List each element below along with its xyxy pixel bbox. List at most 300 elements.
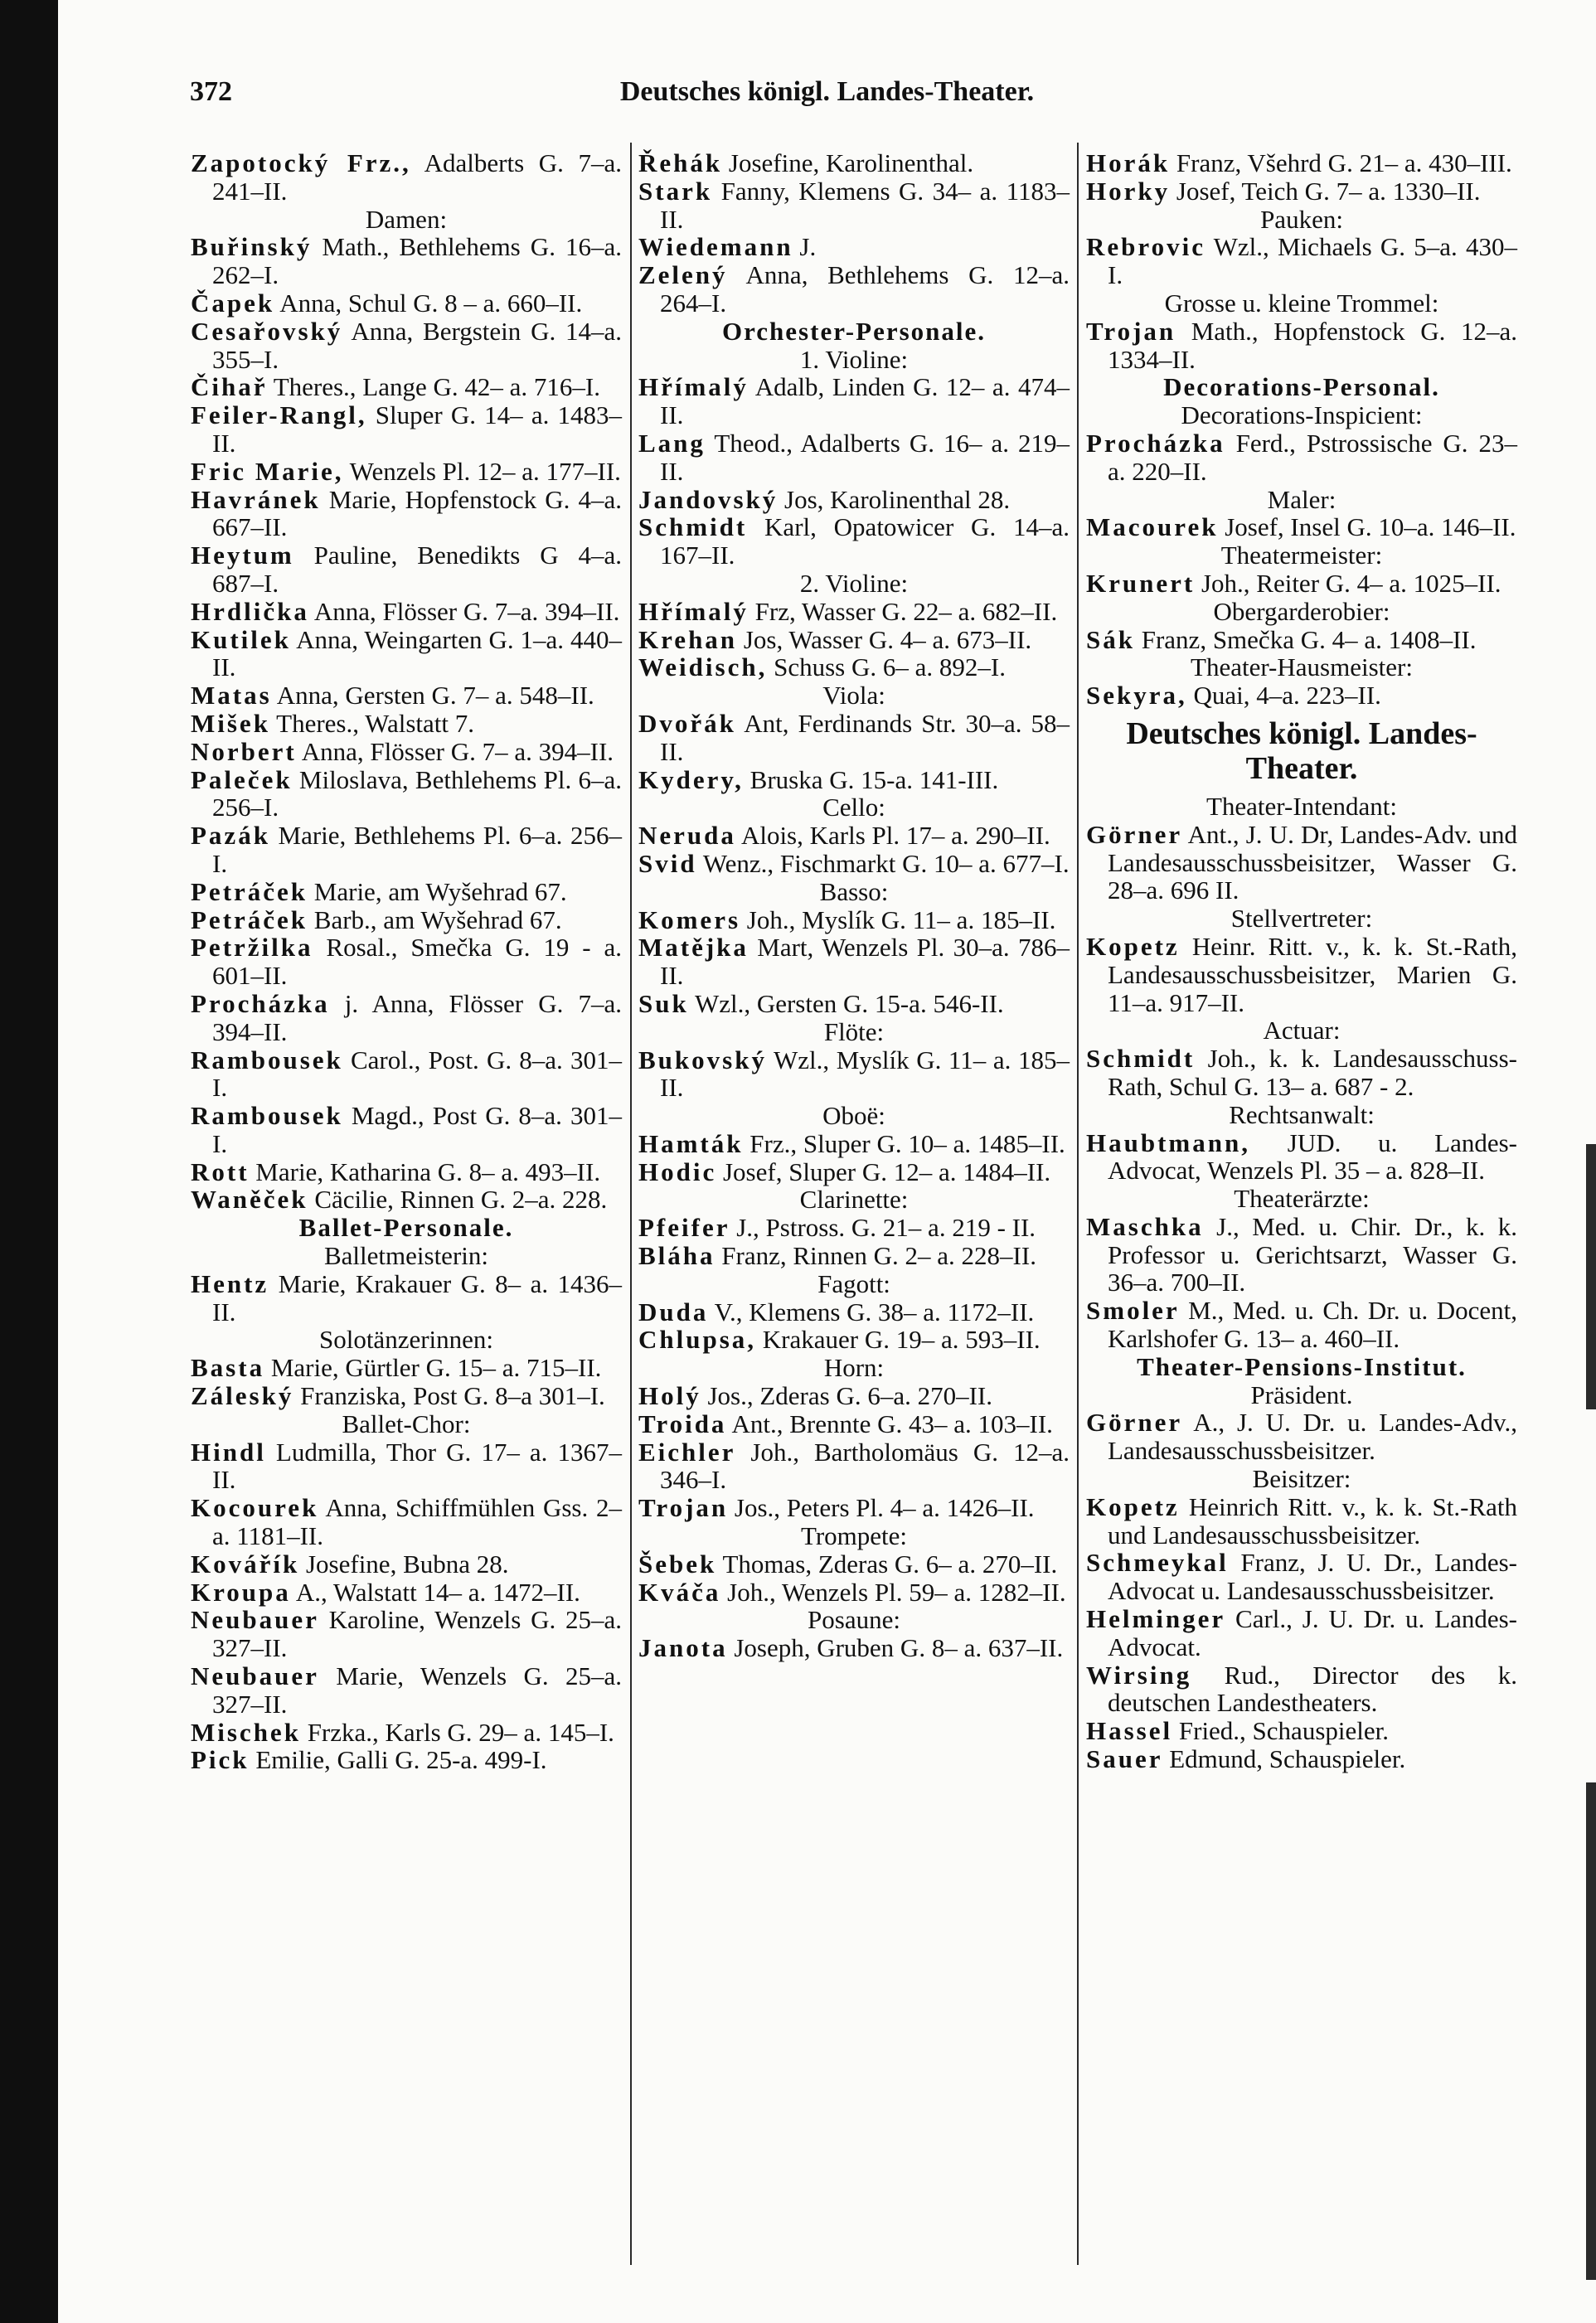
directory-entry: [1086, 570, 1517, 598]
entry-surname: Kroupa: [191, 1577, 291, 1607]
entry-surname: Eichler: [638, 1437, 736, 1467]
directory-entry: [191, 990, 622, 1046]
entry-surname: Haubtmann,: [1086, 1128, 1250, 1157]
directory-entry: [191, 486, 622, 542]
entry-details: Jos., Peters Pl. 4– a. 1426–II.: [734, 1493, 1035, 1523]
entry-details: Karl, Opatowicer G. 14–a. 167–II.: [660, 512, 1070, 570]
directory-page: [58, 0, 1596, 2323]
entry-surname: Troida: [638, 1409, 727, 1438]
entry-details: Ant., J. U. Dr, Landes-Adv. und Landesausschussbeisitzer, Wasser G. 28–a. 696 II.: [1108, 819, 1517, 905]
entry-surname: Suk: [638, 988, 689, 1018]
entry-surname: Sekyra,: [1086, 681, 1187, 710]
directory-entry: [191, 710, 622, 738]
entry-details: Krakauer G. 19– a. 593–II.: [762, 1325, 1041, 1355]
entry-details: Marie, am Wyšehrad 67.: [313, 876, 567, 906]
entry-surname: Jandovský: [638, 484, 779, 514]
entry-details: Emilie, Galli G. 25-a. 499-I.: [255, 1745, 547, 1775]
entry-surname: Schmidt: [1086, 1044, 1196, 1074]
entry-details: Miloslava, Bethlehems Pl. 6–a. 256–I.: [212, 764, 622, 822]
entry-surname: Pazák: [191, 821, 270, 851]
directory-entry: [191, 1382, 622, 1410]
role-heading: Pauken:: [1260, 204, 1343, 234]
directory-entry: [1086, 233, 1517, 289]
entry-surname: Procházka: [1086, 428, 1225, 458]
entry-surname: Čapek: [191, 288, 275, 318]
entry-details: Wzl., Michaels G. 5–a. 430–I.: [1108, 232, 1517, 290]
entry-surname: Havránek: [191, 484, 321, 514]
entry-surname: Norbert: [191, 736, 297, 766]
entry-surname: Matějka: [638, 933, 749, 963]
entry-details: Anna, Flösser G. 7– a. 394–II.: [301, 736, 614, 766]
role-heading: Decorations-Inspicient:: [1181, 400, 1423, 430]
entry-details: Sluper G. 14– a. 1483–II.: [212, 400, 623, 458]
entry-surname: Hřímalý: [638, 596, 749, 626]
directory-entry: [191, 1354, 622, 1382]
entry-details: Jos, Karolinenthal 28.: [784, 484, 1011, 514]
role-heading: Maler:: [1267, 484, 1336, 514]
column-middle: [638, 149, 1070, 1662]
entry-details: Edmund, Schauspieler.: [1169, 1744, 1406, 1774]
role-heading: Trompete:: [800, 1521, 908, 1551]
entry-details: Barb., am Wyšehrad 67.: [313, 904, 562, 934]
directory-entry: [191, 1158, 622, 1186]
directory-entry: [191, 681, 622, 710]
directory-entry: [1086, 1605, 1517, 1661]
directory-entry: [638, 990, 1070, 1018]
directory-entry: [1086, 177, 1517, 206]
role-heading: Fagott:: [817, 1268, 890, 1298]
directory-entry: [191, 934, 622, 990]
entry-surname: Hentz: [191, 1268, 269, 1298]
directory-entry: [638, 1242, 1070, 1270]
entry-surname: Horky: [1086, 176, 1171, 206]
column-right: [1086, 149, 1517, 1773]
directory-entry: [638, 373, 1070, 429]
entry-surname: Petráček: [191, 876, 308, 906]
directory-entry: [1086, 1045, 1517, 1101]
directory-entry: [191, 1662, 622, 1719]
entry-details: M., Med. u. Ch. Dr. u. Docent, Karlshofer G. 13– a. 460–II.: [1108, 1296, 1517, 1354]
entry-surname: Neubauer: [191, 1661, 319, 1691]
entry-details: Heinrich Ritt. v., k. k. St.-Rath und Landesausschussbeisitzer.: [1108, 1491, 1518, 1549]
entry-surname: Waněček: [191, 1185, 308, 1215]
section-heading: Decorations-Personal.: [1163, 372, 1440, 402]
entry-surname: Zelený: [638, 260, 728, 290]
role-heading: Clarinette:: [799, 1185, 909, 1215]
directory-entry: [638, 1550, 1070, 1579]
entry-surname: Komers: [638, 904, 741, 934]
entry-details: J., Med. u. Chir. Dr., k. k. Professor u. Gerichtsarzt, Wasser G. 36–a. 700–II.: [1108, 1211, 1518, 1297]
entry-surname: Sauer: [1086, 1744, 1163, 1774]
directory-entry: [638, 486, 1070, 514]
directory-entry: [638, 906, 1070, 934]
entry-details: Ludmilla, Thor G. 17– a. 1367–II.: [212, 1437, 622, 1495]
entry-surname: Šebek: [638, 1549, 717, 1579]
entry-details: Pauline, Benedikts G 4–a. 687–I.: [212, 541, 622, 598]
role-heading: 2. Violine:: [799, 568, 909, 598]
entry-surname: Mischek: [191, 1717, 301, 1747]
entry-surname: Krehan: [638, 624, 738, 654]
entry-details: Fanny, Klemens G. 34– a. 1183–II.: [660, 176, 1070, 234]
entry-surname: Rebrovic: [1086, 232, 1205, 262]
entry-details: Karoline, Wenzels G. 25–a. 327–II.: [212, 1605, 623, 1663]
entry-details: Wzl., Gersten G. 15-a. 546-II.: [694, 988, 1004, 1018]
entry-surname: Smoler: [1086, 1296, 1180, 1326]
entry-details: Josef, Insel G. 10–a. 146–II.: [1225, 512, 1516, 542]
role-heading: Obergarderobier:: [1213, 596, 1390, 626]
entry-details: Schuss G. 6– a. 892–I.: [774, 652, 1006, 682]
directory-entry: [638, 1410, 1070, 1438]
directory-entry: [191, 401, 622, 458]
directory-entry: [638, 513, 1070, 570]
role-heading: Theater-Hausmeister:: [1191, 652, 1413, 682]
entry-surname: Hindl: [191, 1437, 266, 1467]
entry-details: J.: [799, 232, 817, 262]
directory-entry: [638, 149, 1070, 177]
directory-entry: [191, 906, 622, 934]
directory-entry: [638, 850, 1070, 878]
entry-details: Thomas, Zderas G. 6– a. 270–II.: [722, 1549, 1058, 1579]
role-heading: Theatermeister:: [1220, 541, 1383, 570]
entry-surname: Petráček: [191, 904, 308, 934]
page-number: 372: [190, 76, 232, 107]
directory-entry: [191, 541, 622, 598]
entry-details: Marie, Katharina G. 8– a. 493–II.: [255, 1157, 601, 1186]
entry-surname: Trojan: [1086, 316, 1176, 346]
entry-surname: Schmeykal: [1086, 1548, 1229, 1578]
entry-surname: Svid: [638, 848, 697, 878]
entry-details: Joh., Bartholomäus G. 12–a. 346–I.: [660, 1437, 1070, 1495]
entry-surname: Bláha: [638, 1241, 716, 1271]
directory-entry: [638, 1634, 1070, 1662]
role-heading: Cello:: [822, 793, 885, 822]
role-heading: Flöte:: [823, 1016, 885, 1046]
directory-entry: [1086, 1409, 1517, 1465]
entry-details: Josefine, Karolinenthal.: [728, 148, 974, 177]
entry-details: Anna, Weingarten G. 1–a. 440–II.: [212, 624, 622, 682]
page-edge-strip: [1586, 1144, 1596, 1409]
directory-entry: [191, 1270, 622, 1326]
role-heading: Beisitzer:: [1252, 1464, 1351, 1494]
entry-details: Rud., Director des k. deutschen Landestheaters.: [1108, 1660, 1518, 1718]
role-heading: Horn:: [823, 1353, 885, 1383]
column-left: [191, 149, 622, 1774]
entry-surname: Mišek: [191, 708, 270, 738]
entry-surname: Rambousek: [191, 1045, 343, 1074]
directory-entry: [191, 1102, 622, 1158]
entry-details: Joh., Reiter G. 4– a. 1025–II.: [1201, 568, 1501, 598]
entry-details: Marie, Bethlehems Pl. 6–a. 256–I.: [212, 821, 622, 878]
entry-details: j. Anna, Flösser G. 7–a. 394–II.: [212, 988, 622, 1046]
entry-details: Wzl., Myslík G. 11– a. 185–II.: [660, 1045, 1070, 1103]
role-heading: 1. Violine:: [799, 344, 909, 374]
role-heading: Oboë:: [822, 1101, 885, 1131]
entry-details: Anna, Flösser G. 7–a. 394–II.: [313, 596, 620, 626]
entry-surname: Hrdlička: [191, 596, 309, 626]
directory-entry: [638, 1130, 1070, 1158]
entry-surname: Weidisch,: [638, 652, 768, 682]
entry-surname: Pfeifer: [638, 1213, 730, 1243]
entry-details: Mart, Wenzels Pl. 30–a. 786–II.: [660, 933, 1070, 991]
entry-surname: Dvořák: [638, 708, 736, 738]
directory-entry: [1086, 1549, 1517, 1605]
directory-entry: [638, 710, 1070, 766]
directory-entry: [1086, 1213, 1517, 1297]
entry-details: Josef, Sluper G. 12– a. 1484–II.: [722, 1157, 1051, 1186]
directory-entry: [191, 738, 622, 766]
directory-entry: [191, 822, 622, 878]
entry-surname: Helminger: [1086, 1604, 1226, 1634]
entry-surname: Feiler-Rangl,: [191, 400, 367, 430]
directory-entry: [191, 1579, 622, 1607]
entry-details: Josefine, Bubna 28.: [305, 1549, 509, 1579]
directory-entry: [638, 1382, 1070, 1410]
entry-surname: Kopetz: [1086, 1491, 1180, 1521]
entry-details: Anna, Schul G. 8 – a. 660–II.: [279, 288, 583, 318]
role-heading: Solotänzerinnen:: [318, 1325, 494, 1355]
directory-entry: [191, 1746, 622, 1774]
role-heading: Balletmeisterin:: [323, 1241, 488, 1271]
directory-entry: [1086, 1297, 1517, 1353]
entry-surname: Holý: [638, 1381, 701, 1411]
entry-surname: Hamták: [638, 1128, 744, 1158]
page-edge-strip: [1586, 1782, 1596, 2280]
directory-entry: [1086, 821, 1517, 904]
directory-entry: [638, 1046, 1070, 1103]
entry-details: Theres., Lange G. 42– a. 716–I.: [273, 372, 600, 402]
directory-entry: [1086, 626, 1517, 654]
entry-surname: Kocourek: [191, 1493, 319, 1523]
entry-surname: Heytum: [191, 541, 294, 570]
page-header: [58, 76, 1596, 113]
section-heading: Ballet-Personale.: [298, 1213, 514, 1243]
column-divider: [1077, 143, 1079, 2265]
entry-surname: Wirsing: [1086, 1660, 1192, 1690]
entry-details: Wenzels Pl. 12– a. 177–II.: [349, 456, 621, 486]
section-heading: Deutsches königl. Landes-Theater.: [1126, 715, 1477, 786]
directory-entry: [191, 598, 622, 626]
role-heading: Viola:: [822, 681, 885, 710]
entry-details: Marie, Hopfenstock G. 4–a. 667–II.: [212, 484, 622, 542]
role-heading: Basso:: [819, 876, 889, 906]
entry-details: Franz, Rinnen G. 2– a. 228–II.: [721, 1241, 1036, 1271]
directory-entry: [638, 1214, 1070, 1242]
directory-entry: [191, 1550, 622, 1579]
entry-details: Joh., k. k. Landesausschuss-Rath, Schul G. 13– a. 687 - 2.: [1108, 1044, 1517, 1101]
entry-details: Frzka., Karls G. 29– a. 145–I.: [307, 1717, 614, 1747]
directory-entry: [191, 318, 622, 374]
entry-surname: Kydery,: [638, 764, 744, 794]
entry-details: Adalberts G. 7–a. 241–II.: [212, 148, 622, 206]
role-heading: Ballet-Chor:: [342, 1409, 471, 1438]
directory-entry: [638, 233, 1070, 261]
entry-surname: Kovářík: [191, 1549, 300, 1579]
entry-surname: Matas: [191, 681, 272, 710]
running-title: Deutsches königl. Landes-Theater.: [619, 76, 1035, 107]
entry-details: V., Klemens G. 38– a. 1172–II.: [714, 1297, 1035, 1326]
entry-surname: Sák: [1086, 624, 1135, 654]
directory-entry: [638, 822, 1070, 850]
entry-details: J., Pstross. G. 21– a. 219 - II.: [736, 1213, 1036, 1243]
entry-details: Math., Hopfenstock G. 12–a. 1334–II.: [1108, 316, 1517, 374]
directory-entry: [1086, 318, 1517, 374]
entry-details: Anna, Bethlehems G. 12–a. 264–I.: [660, 260, 1070, 318]
entry-details: Franz, J. U. Dr., Landes-Advocat u. Landesausschussbeisitzer.: [1108, 1548, 1517, 1606]
entry-surname: Hodic: [638, 1157, 717, 1186]
entry-details: Fried., Schauspieler.: [1178, 1716, 1389, 1746]
directory-entry: [1086, 1493, 1517, 1549]
entry-details: Anna, Bergstein G. 14–a. 355–I.: [212, 316, 622, 374]
entry-details: Wenz., Fischmarkt G. 10– a. 677–I.: [702, 848, 1070, 878]
directory-entry: [191, 1438, 622, 1495]
entry-details: Joh., Myslík G. 11– a. 185–II.: [746, 904, 1056, 934]
entry-details: Marie, Wenzels G. 25–a. 327–II.: [212, 1661, 623, 1719]
entry-surname: Petržilka: [191, 933, 313, 963]
directory-entry: [191, 289, 622, 318]
entry-surname: Chlupsa,: [638, 1325, 757, 1355]
entry-surname: Schmidt: [638, 512, 748, 542]
entry-details: Franziska, Post G. 8–a 301–I.: [300, 1381, 605, 1411]
entry-surname: Buřinský: [191, 232, 313, 262]
directory-entry: [638, 429, 1070, 486]
entry-details: Alois, Karls Pl. 17– a. 290–II.: [740, 821, 1050, 851]
entry-details: Heinr. Ritt. v., k. k. St.-Rath, Landesausschussbeisitzer, Marien G. 11–a. 917–II.: [1108, 931, 1518, 1017]
entry-details: Magd., Post G. 8–a. 301–I.: [212, 1101, 623, 1158]
entry-surname: Macourek: [1086, 512, 1219, 542]
directory-entry: [1086, 149, 1517, 177]
role-heading: Actuar:: [1263, 1016, 1341, 1045]
section-heading: Theater-Pensions-Institut.: [1137, 1351, 1467, 1381]
section-heading: Orchester-Personale.: [721, 316, 987, 346]
entry-details: Frz., Sluper G. 10– a. 1485–II.: [749, 1128, 1065, 1158]
entry-surname: Bukovský: [638, 1045, 767, 1074]
entry-surname: Neubauer: [191, 1605, 319, 1635]
directory-entry: [191, 626, 622, 682]
role-heading: Stellvertreter:: [1230, 904, 1373, 934]
role-heading: Theater-Intendant:: [1205, 791, 1398, 821]
entry-surname: Fric Marie,: [191, 456, 344, 486]
entry-details: Josef, Teich G. 7– a. 1330–II.: [1176, 176, 1481, 206]
directory-entry: [638, 177, 1070, 234]
entry-details: Cäcilie, Rinnen G. 2–a. 228.: [314, 1185, 608, 1215]
directory-entry: [1086, 1745, 1517, 1773]
directory-entry: [1086, 429, 1517, 486]
directory-entry: [191, 233, 622, 289]
directory-entry: [638, 1326, 1070, 1354]
directory-entry: [638, 261, 1070, 318]
entry-surname: Basta: [191, 1353, 265, 1383]
column-divider: [630, 143, 632, 2265]
directory-entry: [191, 1606, 622, 1662]
entry-details: A., Walstatt 14– a. 1472–II.: [295, 1577, 580, 1607]
directory-entry: [1086, 681, 1517, 710]
entry-surname: Hřímalý: [638, 372, 749, 402]
entry-details: Math., Bethlehems G. 16–a. 262–I.: [212, 232, 622, 290]
directory-entry: [1086, 933, 1517, 1016]
entry-surname: Maschka: [1086, 1211, 1204, 1241]
entry-details: Joh., Wenzels Pl. 59– a. 1282–II.: [727, 1577, 1066, 1607]
role-heading: Theaterärzte:: [1234, 1184, 1370, 1214]
entry-details: Anna, Schiffmühlen Gss. 2–a. 1181–II.: [212, 1493, 622, 1551]
entry-details: Adalb, Linden G. 12– a. 474–II.: [660, 372, 1070, 430]
role-heading: Grosse u. kleine Trommel:: [1164, 288, 1439, 318]
entry-surname: Duda: [638, 1297, 709, 1326]
entry-surname: Wiedemann: [638, 232, 793, 262]
entry-surname: Görner: [1086, 1408, 1183, 1438]
directory-entry: [638, 653, 1070, 681]
role-heading: Präsident.: [1250, 1380, 1353, 1409]
entry-details: Ant, Ferdinands Str. 30–a. 58–II.: [660, 708, 1070, 766]
entry-surname: Řehák: [638, 148, 723, 177]
directory-entry: [191, 878, 622, 906]
directory-entry: [191, 149, 622, 206]
role-heading: Posaune:: [808, 1605, 900, 1635]
entry-details: Frz, Wasser G. 22– a. 682–II.: [754, 596, 1058, 626]
entry-surname: Janota: [638, 1633, 728, 1663]
entry-details: JUD. u. Landes-Advocat, Wenzels Pl. 35 – a. 828–II.: [1108, 1128, 1517, 1186]
directory-entry: [638, 934, 1070, 990]
directory-entry: [191, 766, 622, 822]
role-heading: Rechtsanwalt:: [1229, 1099, 1375, 1129]
entry-details: Ant., Brennte G. 43– a. 103–II.: [731, 1409, 1053, 1438]
entry-details: A., J. U. Dr. u. Landes-Adv., Landesausschussbeisitzer.: [1108, 1408, 1517, 1466]
entry-surname: Rambousek: [191, 1101, 343, 1131]
directory-entry: [1086, 513, 1517, 541]
directory-entry: [1086, 1129, 1517, 1186]
entry-surname: Pick: [191, 1745, 250, 1775]
directory-entry: [638, 766, 1070, 794]
entry-details: Quai, 4–a. 223–II.: [1193, 681, 1381, 710]
entry-surname: Zapotocký Frz.,: [191, 148, 411, 177]
entry-details: Franz, Smečka G. 4– a. 1408–II.: [1141, 624, 1477, 654]
entry-surname: Kváča: [638, 1577, 721, 1607]
entry-details: Marie, Krakauer G. 8– a. 1436–II.: [212, 1268, 623, 1326]
entry-surname: Lang: [638, 428, 706, 458]
entry-surname: Rott: [191, 1157, 250, 1186]
entry-details: Jos, Wasser G. 4– a. 673–II.: [743, 624, 1032, 654]
entry-details: Rosal., Smečka G. 19 - a. 601–II.: [212, 933, 623, 991]
entry-details: Jos., Zderas G. 6–a. 270–II.: [707, 1381, 992, 1411]
role-heading: Damen:: [365, 204, 448, 234]
directory-entry: [191, 1719, 622, 1747]
directory-entry: [638, 1579, 1070, 1607]
entry-surname: Záleský: [191, 1381, 294, 1411]
entry-surname: Krunert: [1086, 568, 1196, 598]
directory-entry: [638, 1494, 1070, 1522]
entry-details: Joseph, Gruben G. 8– a. 637–II.: [734, 1633, 1064, 1663]
entry-details: Theres., Walstatt 7.: [276, 708, 474, 738]
entry-surname: Cesařovský: [191, 316, 343, 346]
entry-surname: Görner: [1086, 819, 1183, 849]
entry-surname: Hassel: [1086, 1716, 1173, 1746]
entry-details: Marie, Gürtler G. 15– a. 715–II.: [270, 1353, 602, 1383]
directory-entry: [191, 373, 622, 401]
entry-surname: Kutilek: [191, 624, 291, 654]
entry-surname: Horák: [1086, 148, 1171, 177]
entry-surname: Procházka: [191, 988, 330, 1018]
entry-details: Franz, Všehrd G. 21– a. 430–III.: [1176, 148, 1512, 177]
directory-entry: [638, 1158, 1070, 1186]
entry-surname: Stark: [638, 176, 713, 206]
directory-entry: [191, 458, 622, 486]
directory-entry: [638, 626, 1070, 654]
directory-entry: [191, 1186, 622, 1214]
entry-surname: Neruda: [638, 821, 736, 851]
entry-details: Bruska G. 15-a. 141-III.: [749, 764, 999, 794]
entry-details: Anna, Gersten G. 7– a. 548–II.: [276, 681, 594, 710]
entry-surname: Paleček: [191, 764, 293, 794]
directory-entry: [191, 1494, 622, 1550]
